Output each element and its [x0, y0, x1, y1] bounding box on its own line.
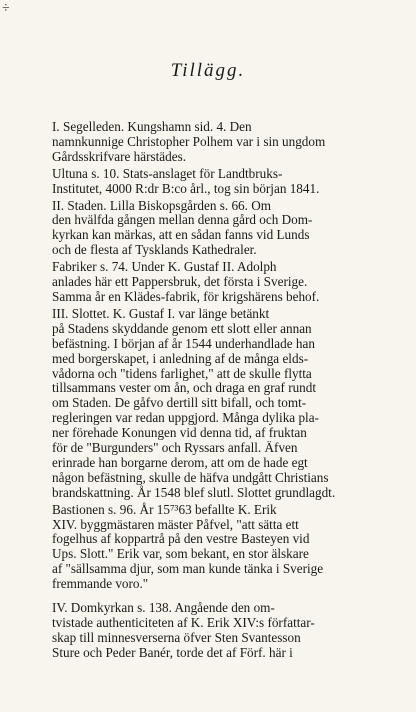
text-line: regleringen var redan uppgjord. Många dylika pla-: [52, 410, 319, 426]
text-line: fremmande voro.": [52, 576, 149, 592]
text-line: Ups. Slott." Erik var, som bekant, en stor älskare: [52, 546, 309, 562]
paragraph-bastionen: [38, 503, 384, 592]
page-title: Tillägg.: [170, 60, 246, 81]
text-line: XIV. byggmästaren mäster Påfvel, "att sätta ett: [52, 516, 299, 532]
margin-mark: ÷: [2, 1, 10, 16]
text-line: II. Staden. Lilla Biskopsgården s. 66. Om: [52, 197, 272, 213]
text-line: af "sällsamma djur, som man kunde tänka i Sverige: [52, 561, 324, 577]
text-line: erinrade han borgarne derom, att om de hade egt: [52, 454, 308, 470]
text-line: IV. Domkyrkan s. 138. Angående den om-: [52, 600, 275, 616]
text-line: Samma år en Klädes-fabrik, för krigshärens behof.: [52, 288, 320, 304]
text-line: Sture och Peder Banér, torde det af Förf. här i: [52, 644, 293, 660]
text-line: Institutet, 4000 R:dr B:co årl., tog sin början 1841.: [52, 180, 320, 196]
text-line: Fabriker s. 74. Under K. Gustaf II. Adolph: [52, 259, 277, 275]
text-line: III. Slottet. K. Gustaf I. var länge betänkt: [52, 305, 270, 321]
paragraph-fabriker: [38, 260, 384, 305]
text-line: fogelhus af koppartrå på den vestre Basteyen vid: [52, 531, 310, 547]
paragraph-ultuna: [38, 167, 384, 197]
text-line: med borgerskapet, i anledning af de många elds-: [52, 350, 309, 366]
text-line: I. Segelleden. Kungshamn sid. 4. Den: [52, 119, 252, 134]
text-line: vådorna och "tidens farlighet," att de skulle flytta: [52, 365, 312, 381]
paragraph-domkyrkan: [38, 601, 384, 661]
text-line: ner förehade Konungen vid denna tid, af fruktan: [52, 425, 307, 441]
text-line: kyrkan kan märkas, att en sådan fanns vid Lunds: [52, 227, 310, 243]
text-line: om Staden. De gåfvo dertill sitt bifall, och tomt-: [52, 395, 307, 411]
text-line: brandskattning. År 1548 blef slutl. Slottet grundlagdt.: [52, 484, 336, 500]
text-line: och de flesta af Tysklands Kathedraler.: [52, 242, 257, 258]
paragraph-slottet: [38, 307, 384, 501]
text-line: befästning. I början af år 1544 underhandlade han: [52, 335, 315, 351]
text-line: namnkunnige Christopher Polhem var i sin ungdom: [52, 133, 326, 149]
paragraph-staden: [38, 199, 384, 259]
text-line: Bastionen s. 96. År 15⁷³63 befallte K. Erik: [52, 501, 277, 517]
text-line: för de "Burgunders" och Ryssars anfall. Äfven: [52, 440, 298, 456]
text-line: på Stadens skyddande genom ett slott eller annan: [52, 320, 312, 336]
text-line: Ultuna s. 10. Stats-anslaget för Landtbruks-: [52, 165, 283, 181]
text-line: skap till minnesverserna öfver Sten Svantesson: [52, 629, 301, 645]
text-line: tillsammans vester om ån, och draga en graf rundt: [52, 380, 317, 396]
page-body: [38, 118, 384, 661]
text-line: tvistade authenticiteten af K. Erik XIV:s författar-: [52, 615, 315, 630]
text-line: den hvälfda gången mellan denna gård och Dom-: [52, 212, 313, 228]
text-line: anlades här ett Pappersbruk, det första i Sverige.: [52, 274, 308, 290]
text-line: någon befästning, skulle de häfva undgått Christians: [52, 469, 329, 485]
paragraph-segelleden: [38, 120, 384, 165]
text-line: Gårdsskrifvare härstädes.: [52, 148, 187, 164]
